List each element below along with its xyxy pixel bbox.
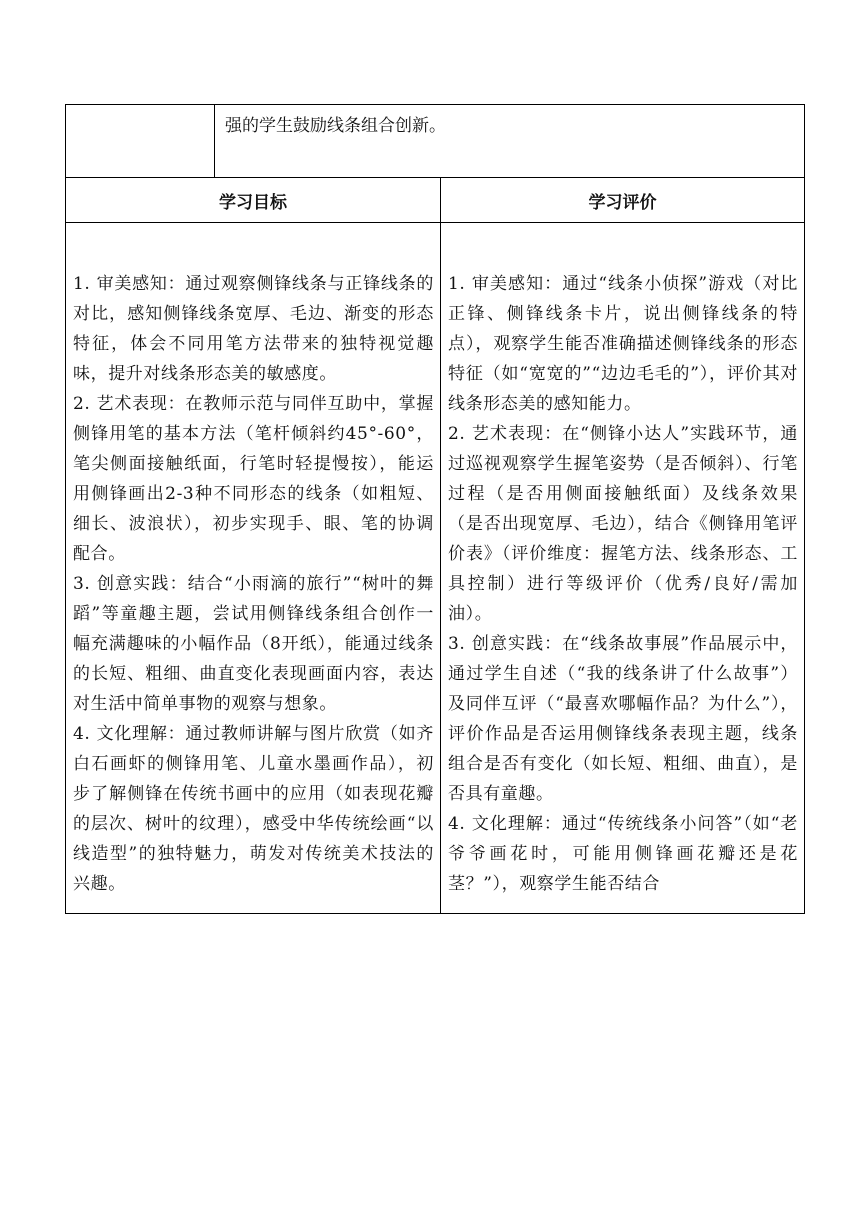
continuation-label-cell [66,105,215,178]
goal-item: 1. 审美感知：通过观察侧锋线条与正锋线条的对比，感知侧锋线条宽厚、毛边、渐变的形态特征，体会不同用笔方法带来的独特视觉趣味，提升对线条形态美的敏感度。 [73,274,434,384]
evaluation-item: 2. 艺术表现：在“侧锋小达人”实践环节，通过巡视观察学生握笔姿势（是否倾斜）、行笔过程（是否用侧面接触纸面）及线条效果（是否出现宽厚、毛边），结合《侧锋用笔评价表》（评价维度：握笔方法、线条形态、工具控制）进行等级评价（优秀/良好/需加油）。 [448,424,798,624]
header-learning-evaluation: 学习评价 [441,178,805,223]
continuation-row [66,105,805,178]
goal-item: 2. 艺术表现：在教师示范与同伴互助中，掌握侧锋用笔的基本方法（笔杆倾斜约45°-60°，笔尖侧面接触纸面，行笔时轻提慢按），能运用侧锋画出2-3种不同形态的线条（如粗短、细长、波浪状），初步实现手、眼、笔的协调配合。 [73,394,434,564]
goal-item: 3. 创意实践：结合“小雨滴的旅行”“树叶的舞蹈”等童趣主题，尝试用侧锋线条组合创作一幅充满趣味的小幅作品（8开纸），能通过线条的长短、粗细、曲直变化表现画面内容，表达对生活中简单事物的观察与想象。 [73,574,434,714]
evaluation-item: 4. 文化理解：通过“传统线条小问答”（如“老爷爷画花时，可能用侧锋画花瓣还是花茎？”），观察学生能否结合 [448,814,798,894]
evaluation-item: 1. 审美感知：通过“线条小侦探”游戏（对比正锋、侧锋线条卡片，说出侧锋线条的特点），观察学生能否准确描述侧锋线条的形态特征（如“宽宽的”“边边毛毛的”），评价其对线条形态美的感知能力。 [448,274,798,414]
lesson-plan-table [65,104,805,914]
header-learning-goals: 学习目标 [66,178,441,223]
header-row [66,178,805,223]
goal-item: 4. 文化理解：通过教师讲解与图片欣赏（如齐白石画虾的侧锋用笔、儿童水墨画作品），初步了解侧锋在传统书画中的应用（如表现花瓣的层次、树叶的纹理），感受中华传统绘画“以线造型”的独特魅力，萌发对传统美术技法的兴趣。 [73,724,434,894]
continuation-text-cell [215,105,805,178]
learning-evaluation-cell [441,223,805,914]
learning-goals-cell [66,223,441,914]
continuation-text: 强的学生鼓励线条组合创新。 [225,116,446,136]
evaluation-item: 3. 创意实践：在“线条故事展”作品展示中，通过学生自述（“我的线条讲了什么故事”）及同伴互评（“最喜欢哪幅作品？为什么”），评价作品是否运用侧锋线条表现主题，线条组合是否有变化（如长短、粗细、曲直），是否具有童趣。 [448,634,798,804]
content-row [66,223,805,914]
